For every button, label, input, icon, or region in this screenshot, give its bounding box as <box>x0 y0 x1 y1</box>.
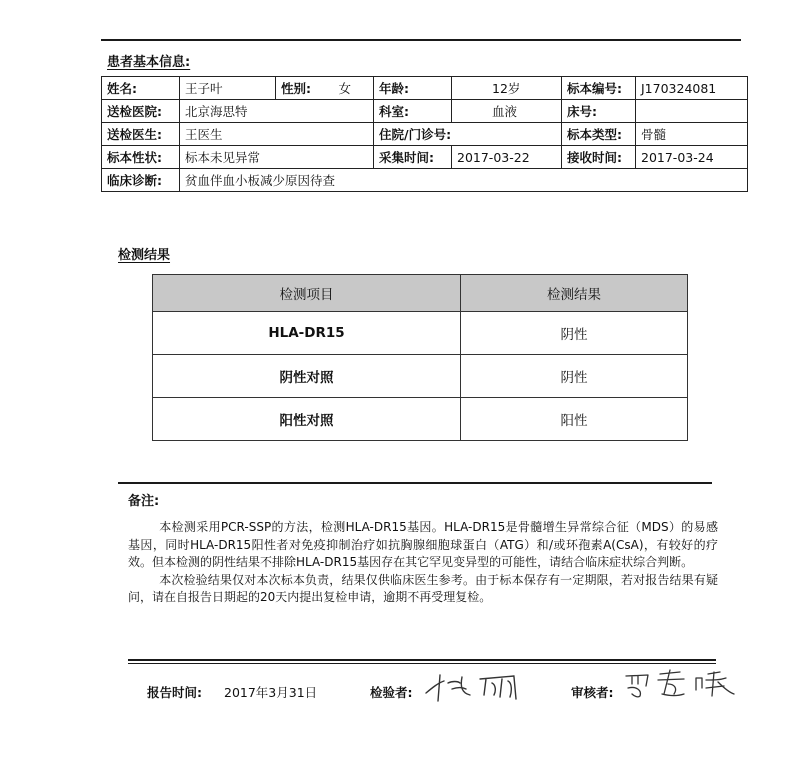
department-label: 科室: <box>374 100 452 123</box>
age-value: 12岁 <box>452 77 562 100</box>
header-result: 检测结果 <box>461 275 688 312</box>
test-result: 阳性 <box>461 398 688 441</box>
inspector-signature <box>422 663 542 703</box>
doctor-label: 送检医生: <box>102 123 180 146</box>
name-label: 姓名: <box>102 77 180 100</box>
results-table <box>152 274 688 441</box>
receive-time-value: 2017-03-24 <box>636 146 748 169</box>
diagnosis-label: 临床诊断: <box>102 169 180 192</box>
info-row <box>102 100 748 123</box>
report-time-label: 报告时间: <box>147 685 202 700</box>
top-rule <box>101 39 741 41</box>
test-item: 阳性对照 <box>153 398 461 441</box>
table-row <box>153 398 688 441</box>
specimen-type-label: 标本类型: <box>562 123 636 146</box>
report-time-value: 2017年3月31日 <box>224 685 318 700</box>
gender-label: 性别: <box>276 77 334 100</box>
results-header-row <box>153 275 688 312</box>
header-item: 检测项目 <box>153 275 461 312</box>
specimen-no-label: 标本编号: <box>562 77 636 100</box>
notes-rule <box>118 482 712 484</box>
notes-body <box>128 519 718 607</box>
patient-info-title: 患者基本信息: <box>107 55 191 70</box>
age-label: 年龄: <box>374 77 452 100</box>
specimen-state-value: 标本未见异常 <box>180 146 374 169</box>
specimen-type-value: 骨髓 <box>636 123 748 146</box>
specimen-state-label: 标本性状: <box>102 146 180 169</box>
table-row <box>153 312 688 355</box>
notes-paragraph: 本次检验结果仅对本次标本负责，结果仅供临床医生参考。由于标本保存有一定期限，若对报告结果有疑问，请在自报告日期起的20天内提出复检申请，逾期不再受理复检。 <box>128 572 718 604</box>
patient-info-table <box>101 76 748 192</box>
notes-paragraph: 本检测采用PCR-SSP的方法，检测HLA-DR15基因。HLA-DR15是骨髓增生异常综合征（MDS）的易感基因，同时HLA-DR15阳性者对免疫抑制治疗如抗胸腺细胞球蛋白（ATG）和/或环孢素A(CsA)，有较好的疗效。但本检测的阴性结果不排除HLA-DR15基因存在其它罕见变异型的可能性，请结合临床症状综合判断。 <box>128 520 718 569</box>
reviewer-label: 审核者: <box>571 685 614 700</box>
info-row <box>102 77 748 100</box>
bed-no-label: 床号: <box>562 100 636 123</box>
reviewer-signature <box>622 666 747 702</box>
name-value: 王子叶 <box>180 77 276 100</box>
footer-rule <box>128 659 716 661</box>
inpatient-no-label: 住院/门诊号: <box>374 123 562 146</box>
table-row <box>153 355 688 398</box>
collect-time-label: 采集时间: <box>374 146 452 169</box>
hospital-value: 北京海思特 <box>180 100 374 123</box>
doctor-value: 王医生 <box>180 123 374 146</box>
test-result: 阴性 <box>461 312 688 355</box>
inspector-label: 检验者: <box>370 685 413 700</box>
collect-time-value: 2017-03-22 <box>452 146 562 169</box>
info-row <box>102 123 748 146</box>
info-row <box>102 169 748 192</box>
specimen-no-value: J170324081 <box>636 77 748 100</box>
bed-no-value <box>636 100 748 123</box>
info-row <box>102 146 748 169</box>
diagnosis-value: 贫血伴血小板减少原因待查 <box>180 169 748 192</box>
results-title: 检测结果 <box>118 248 171 263</box>
department-value: 血液 <box>452 100 562 123</box>
test-item: HLA-DR15 <box>153 312 461 355</box>
receive-time-label: 接收时间: <box>562 146 636 169</box>
hospital-label: 送检医院: <box>102 100 180 123</box>
notes-title: 备注: <box>128 494 160 509</box>
gender-value: 女 <box>334 77 374 100</box>
test-item: 阴性对照 <box>153 355 461 398</box>
test-result: 阴性 <box>461 355 688 398</box>
